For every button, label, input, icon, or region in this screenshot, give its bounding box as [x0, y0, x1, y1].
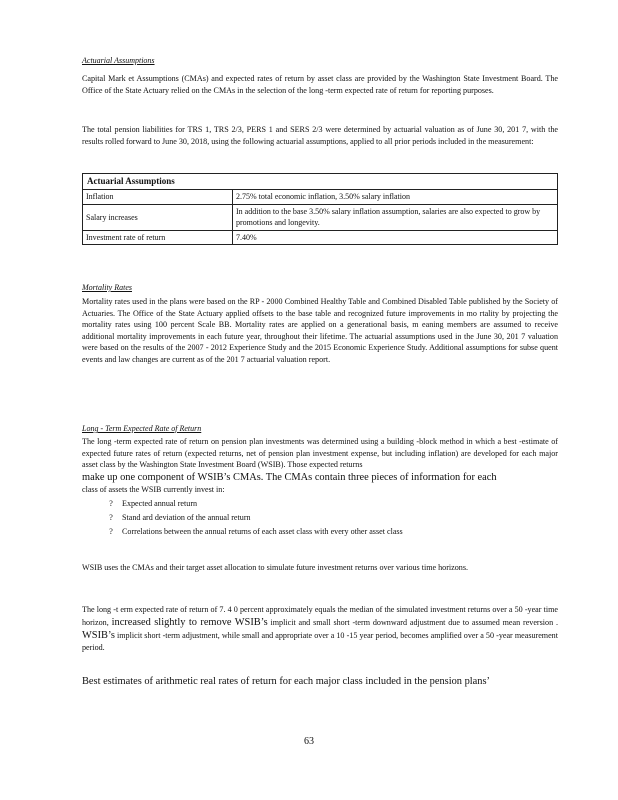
- long-term-cma-text: make up one component of WSIB’s CMAs. The CMAs contain three pieces of information for each: [82, 471, 497, 483]
- page-number: 63: [304, 736, 314, 747]
- long-term-paragraph: [82, 436, 558, 537]
- rate-text-a: The long -t erm expected rate of return of 7. 4 0 percent approximately equals the median of the simulated investment returns over a 50 -year time horizon,: [82, 605, 558, 627]
- mortality-paragraph: [82, 296, 558, 366]
- cma-paragraph: [82, 73, 558, 96]
- bullet-text: Stand ard deviation of the annual return: [122, 512, 251, 522]
- bullet-marker: ?: [109, 526, 113, 536]
- rate-text-big1: increased slightly to remove WSIB’s: [111, 616, 268, 628]
- best-estimates-text: Best estimates of arithmetic real rates of return for each major class included in the pension plans’: [82, 676, 490, 687]
- wsib-uses-text: WSIB uses the CMAs and their target asset allocation to simulate future investment returns over various time horizons.: [82, 563, 469, 572]
- row-value: 2.75% total economic inflation, 3.50% salary inflation: [233, 190, 558, 204]
- table-row: [83, 190, 558, 204]
- bullet-marker: ?: [109, 512, 113, 522]
- mortality-text: Mortality rates used in the plans were based on the RP - 2000 Combined Healthy Table and Combined Disabled Table published by the Society of Actuaries. The Office of the State Actuary applied offsets to the base table and recognized future improvements in mo rtality by projecting the mortality rates using 100 percent Scale BB. Mortality rates are applied on a generational basis, m eaning members are assumed to receive additional mortality improvements in each future year, throughout their lifetime. The actuarial assumptions used in the June 30, 201 7 valuation were based on the results of the 2007 - 2012 Experience Study and the 2015 Economic Experience Study. Additional assumptions for subse quent events and law changes are current as of the 201 7 actuarial valuation report.: [82, 297, 558, 364]
- rate-of-return-paragraph: [82, 604, 558, 653]
- bullet-marker: ?: [109, 499, 113, 509]
- long-term-lead-text: The long -term expected rate of return on pension plan investments was determined using a building -block method in which a best -estimate of expected future rates of return (expected returns, net of pension plan investment expense, but including inflation) are developed for each major asset class by the Washington State Investment Board (WSIB). Those expected returns: [82, 437, 558, 470]
- bullet-text: Correlations between the annual returns of each asset class with every other asset class: [122, 526, 403, 536]
- rate-of-return-text: [82, 604, 558, 653]
- long-term-return-heading: Long - Term Expected Rate of Return: [82, 424, 202, 433]
- table-header-row: [83, 174, 558, 190]
- row-label: Salary increases: [83, 204, 233, 230]
- mortality-rates-heading: Mortality Rates: [82, 283, 132, 292]
- actuarial-assumptions-heading: Actuarial Assumptions: [82, 56, 155, 65]
- list-item: [100, 512, 558, 524]
- wsib-uses-paragraph: [82, 562, 558, 574]
- table-header: Actuarial Assumptions: [83, 174, 558, 190]
- row-label: Inflation: [83, 190, 233, 204]
- row-value: 7.40%: [233, 230, 558, 244]
- actuarial-assumptions-table: [82, 173, 558, 245]
- list-item: [100, 526, 558, 538]
- long-term-tail-text: class of assets the WSIB currently invest in:: [82, 484, 225, 494]
- best-estimates-paragraph: [82, 675, 558, 688]
- total-pension-text: The total pension liabilities for TRS 1, TRS 2/3, PERS 1 and SERS 2/3 were determined by actuarial valuation as of June 30, 201 7, with the results rolled forward to June 30, 2018, using the following actuarial assumptions, applied to all prior periods included in the measurement:: [82, 125, 558, 146]
- list-item: [100, 498, 558, 510]
- rate-text-b: implicit and small short -term downward adjustment due to assumed mean reversion .: [270, 617, 558, 627]
- bullet-text: Expected annual return: [122, 499, 198, 509]
- total-pension-paragraph: [82, 124, 558, 147]
- cma-text: Capital Mark et Assumptions (CMAs) and expected rates of return by asset class are provided by the Washington State Investment Board. The Office of the State Actuary relied on the CMAs in the selection of the long -term expected rate of return for reporting purposes.: [82, 74, 558, 95]
- table-row: [83, 204, 558, 230]
- rate-text-big2: WSIB’s: [82, 629, 115, 641]
- row-label: Investment rate of return: [83, 230, 233, 244]
- rate-text-c: implicit short -term adjustment, while small and appropriate over a 10 -15 year period, becomes amplified over a 50 -year measurement period.: [82, 630, 558, 652]
- table-row: [83, 230, 558, 244]
- bullet-list: [82, 498, 558, 537]
- row-value: In addition to the base 3.50% salary inflation assumption, salaries are also expected to grow by promotions and longevity.: [233, 204, 558, 230]
